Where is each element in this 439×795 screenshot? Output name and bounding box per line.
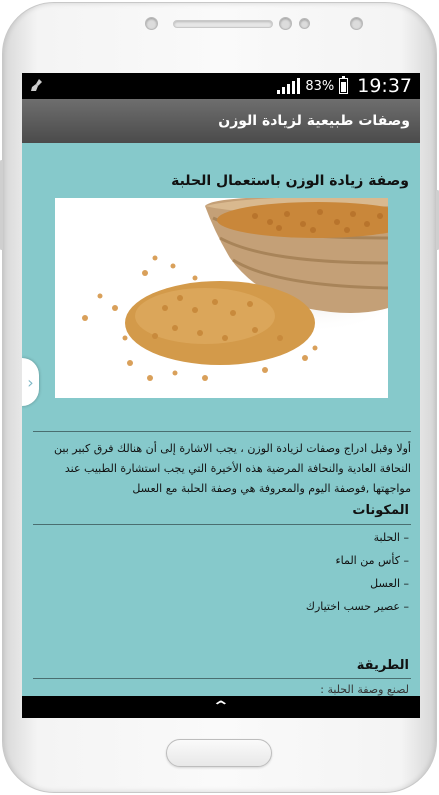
battery-icon [339,78,348,94]
chevron-up-icon[interactable]: ⌃ [211,699,231,715]
home-button[interactable] [166,739,272,767]
sensor-dot-2 [299,18,310,29]
ingredient-item: – الحلبة [373,531,409,544]
chevron-right-icon: › [27,372,34,392]
divider [33,678,411,679]
app-bar [22,99,420,143]
intro-line: النحافة العادية والنحافة المرضية هذه الأخيرة التي يجب استشارة الطبيب عند [64,462,411,475]
status-bar [22,73,420,99]
screen [22,73,420,718]
sensor-dot-3 [350,17,363,30]
ingredient-item: – عصير حسب اختيارك [305,600,409,613]
intro-paragraph [33,439,411,499]
broom-icon [30,77,46,97]
signal-icon [277,78,300,94]
divider [33,431,411,432]
battery-percent: 83% [305,78,335,94]
divider [33,524,411,525]
intro-line: مواجهتها ,فوصفة اليوم والمعروفة هي وصفة الحلبة مع العسل [132,482,411,495]
article-title: وصفة زيادة الوزن باستعمال الحلبة [171,173,409,189]
clock: 19:37 [357,75,412,97]
method-heading: الطريقة [356,658,409,673]
fenugreek-photo [55,198,388,398]
volume-button [0,160,3,250]
sensor-dot [145,17,158,30]
intro-line: أولا وقبل ادراج وصفات لزيادة الوزن ، يجب الاشارة إلى أن هنالك فرق كبير بين [54,442,411,455]
ingredient-item: – العسل [370,577,409,590]
bottom-bar [22,696,420,718]
method-text: لصنع وصفة الحلبة : [320,683,409,696]
app-title: وصفات طبيعية لزيادة الوزن [218,113,410,129]
front-camera [279,17,292,30]
ingredients-heading: المكونات [352,503,409,518]
earpiece-speaker [173,20,273,28]
article-content[interactable] [22,143,420,696]
ingredient-item: – كأس من الماء [335,554,409,567]
